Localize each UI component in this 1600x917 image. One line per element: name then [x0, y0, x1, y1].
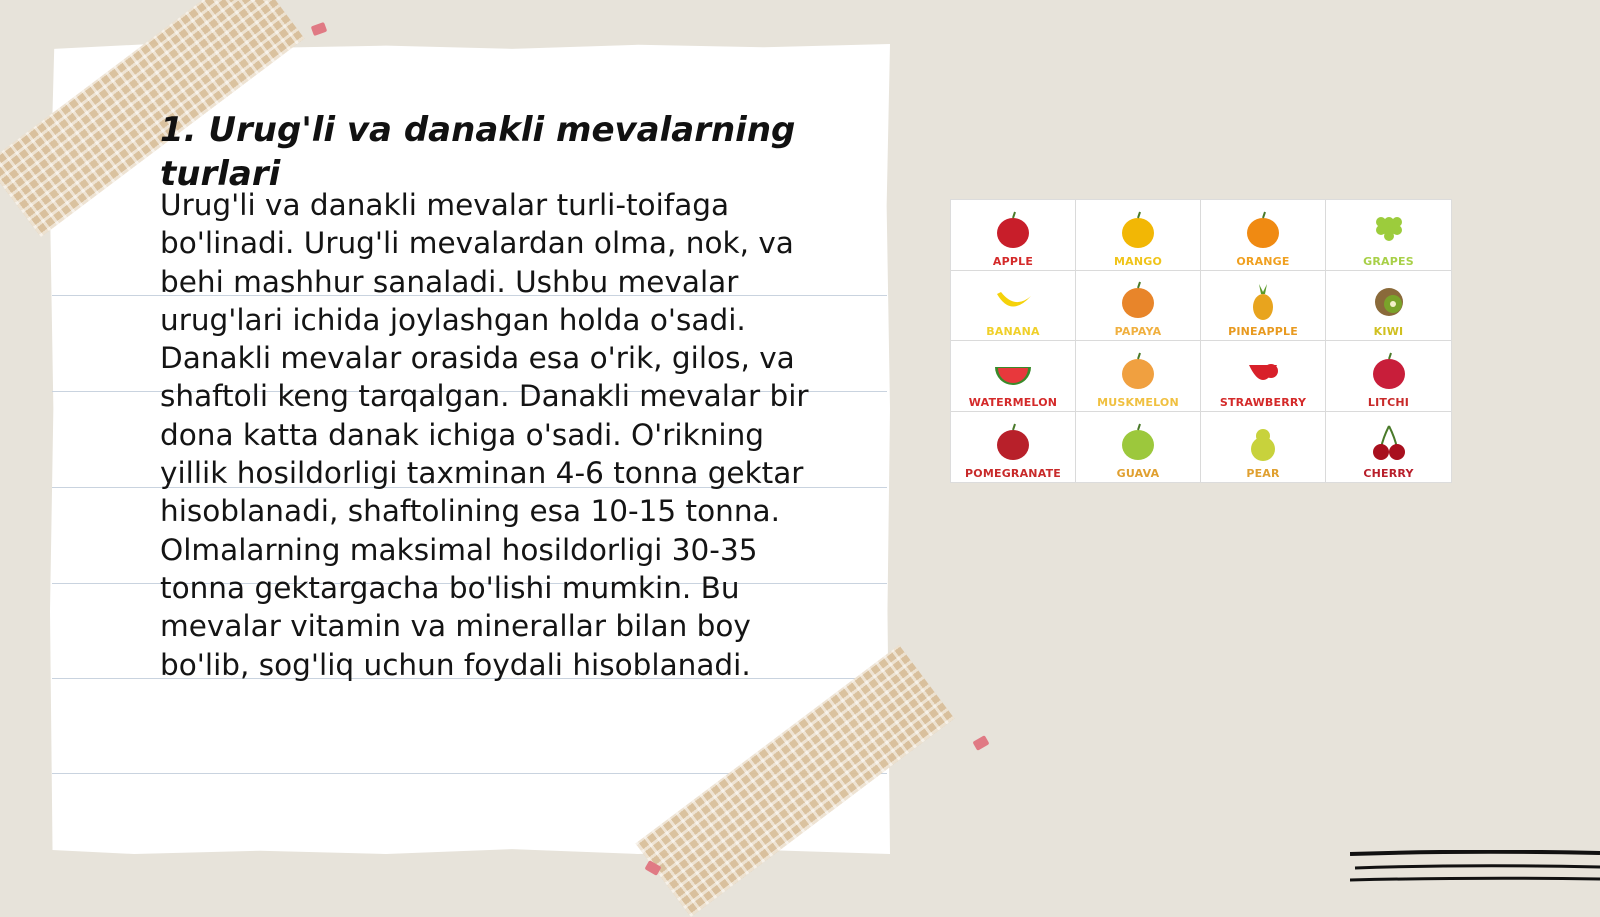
pomegranate-icon — [991, 422, 1035, 464]
muskmelon-icon — [1116, 351, 1160, 393]
fruit-label: PINEAPPLE — [1228, 325, 1298, 338]
fruit-cell-muskmelon — [1076, 341, 1201, 412]
tape-end-marker — [972, 735, 989, 751]
decorative-brush-lines — [1350, 850, 1600, 890]
fruit-cell-pineapple — [1201, 271, 1326, 342]
fruit-label: ORANGE — [1236, 254, 1290, 268]
litchi-icon — [1367, 351, 1411, 393]
fruit-label: MANGO — [1113, 254, 1163, 268]
fruit-cell-strawberry — [1201, 341, 1326, 412]
fruit-cell-kiwi — [1326, 271, 1451, 342]
fruit-cell-watermelon — [951, 341, 1076, 412]
fruit-label: LITCHI — [1367, 395, 1410, 409]
pineapple-icon — [1241, 280, 1285, 322]
fruit-cell-mango — [1076, 200, 1201, 271]
strawberry-icon — [1241, 351, 1285, 393]
fruit-cell-cherry — [1326, 412, 1451, 483]
fruit-cell-litchi — [1326, 341, 1451, 412]
fruit-label: BANANA — [986, 325, 1040, 338]
fruit-cell-papaya — [1076, 271, 1201, 342]
kiwi-icon — [1367, 280, 1411, 322]
fruit-label: MUSKMELON — [1097, 395, 1179, 409]
fruit-cell-pomegranate — [951, 412, 1076, 483]
fruit-label: GUAVA — [1116, 467, 1160, 480]
fruit-cell-pear — [1201, 412, 1326, 483]
cherry-icon — [1367, 422, 1411, 464]
fruit-cell-banana — [951, 271, 1076, 342]
mango-icon — [1116, 210, 1160, 252]
grapes-icon — [1367, 210, 1411, 252]
pear-icon — [1241, 422, 1285, 464]
apple-icon — [991, 210, 1035, 252]
fruit-cell-guava — [1076, 412, 1201, 483]
fruit-label: STRAWBERRY — [1219, 395, 1307, 409]
fruit-label: GRAPES — [1363, 254, 1414, 268]
slide-title: 1. Urug'li va danakli mevalarning turlari — [160, 110, 796, 194]
fruit-label: POMEGRANATE — [965, 467, 1061, 480]
banana-icon — [991, 280, 1035, 322]
fruit-chart-image — [950, 199, 1452, 483]
fruit-cell-orange — [1201, 200, 1326, 271]
fruit-label: PEAR — [1246, 467, 1280, 480]
slide-paragraph: Urug'li va danakli mevalar turli-toifaga bo'linadi. Urug'li mevalardan olma, nok, va behi mashhur sanaladi. Ushbu mevalar urug'lari ichida joylashgan holda o'sadi. Danakli mevalar orasida esa o'rik, gilos, va shaftoli keng tarqalgan. Danakli mevalar bir dona katta danak ichiga o'sadi. O'rikning yillik hosildorligi taxminan 4-6 tonna gektar hisoblanadi, shaftolining esa 10-15 tonna. Olmalarning maksimal hosildorligi 30-35 tonna gektargacha bo'lishi mumkin. Bu mevalar vitamin va minerallar bilan boy bo'lib, sog'liq uchun foydali hisoblanadi. — [160, 188, 809, 682]
fruit-label: PAPAYA — [1114, 325, 1162, 338]
fruit-label: APPLE — [992, 254, 1034, 268]
orange-icon — [1241, 210, 1285, 252]
fruit-cell-apple — [951, 200, 1076, 271]
fruit-cell-grapes — [1326, 200, 1451, 271]
tape-end-marker — [311, 22, 328, 36]
fruit-label: WATERMELON — [968, 395, 1058, 409]
papaya-icon — [1116, 280, 1160, 322]
guava-icon — [1116, 422, 1160, 464]
fruit-label: KIWI — [1373, 325, 1404, 338]
fruit-label: CHERRY — [1363, 467, 1414, 480]
watermelon-icon — [991, 351, 1035, 393]
